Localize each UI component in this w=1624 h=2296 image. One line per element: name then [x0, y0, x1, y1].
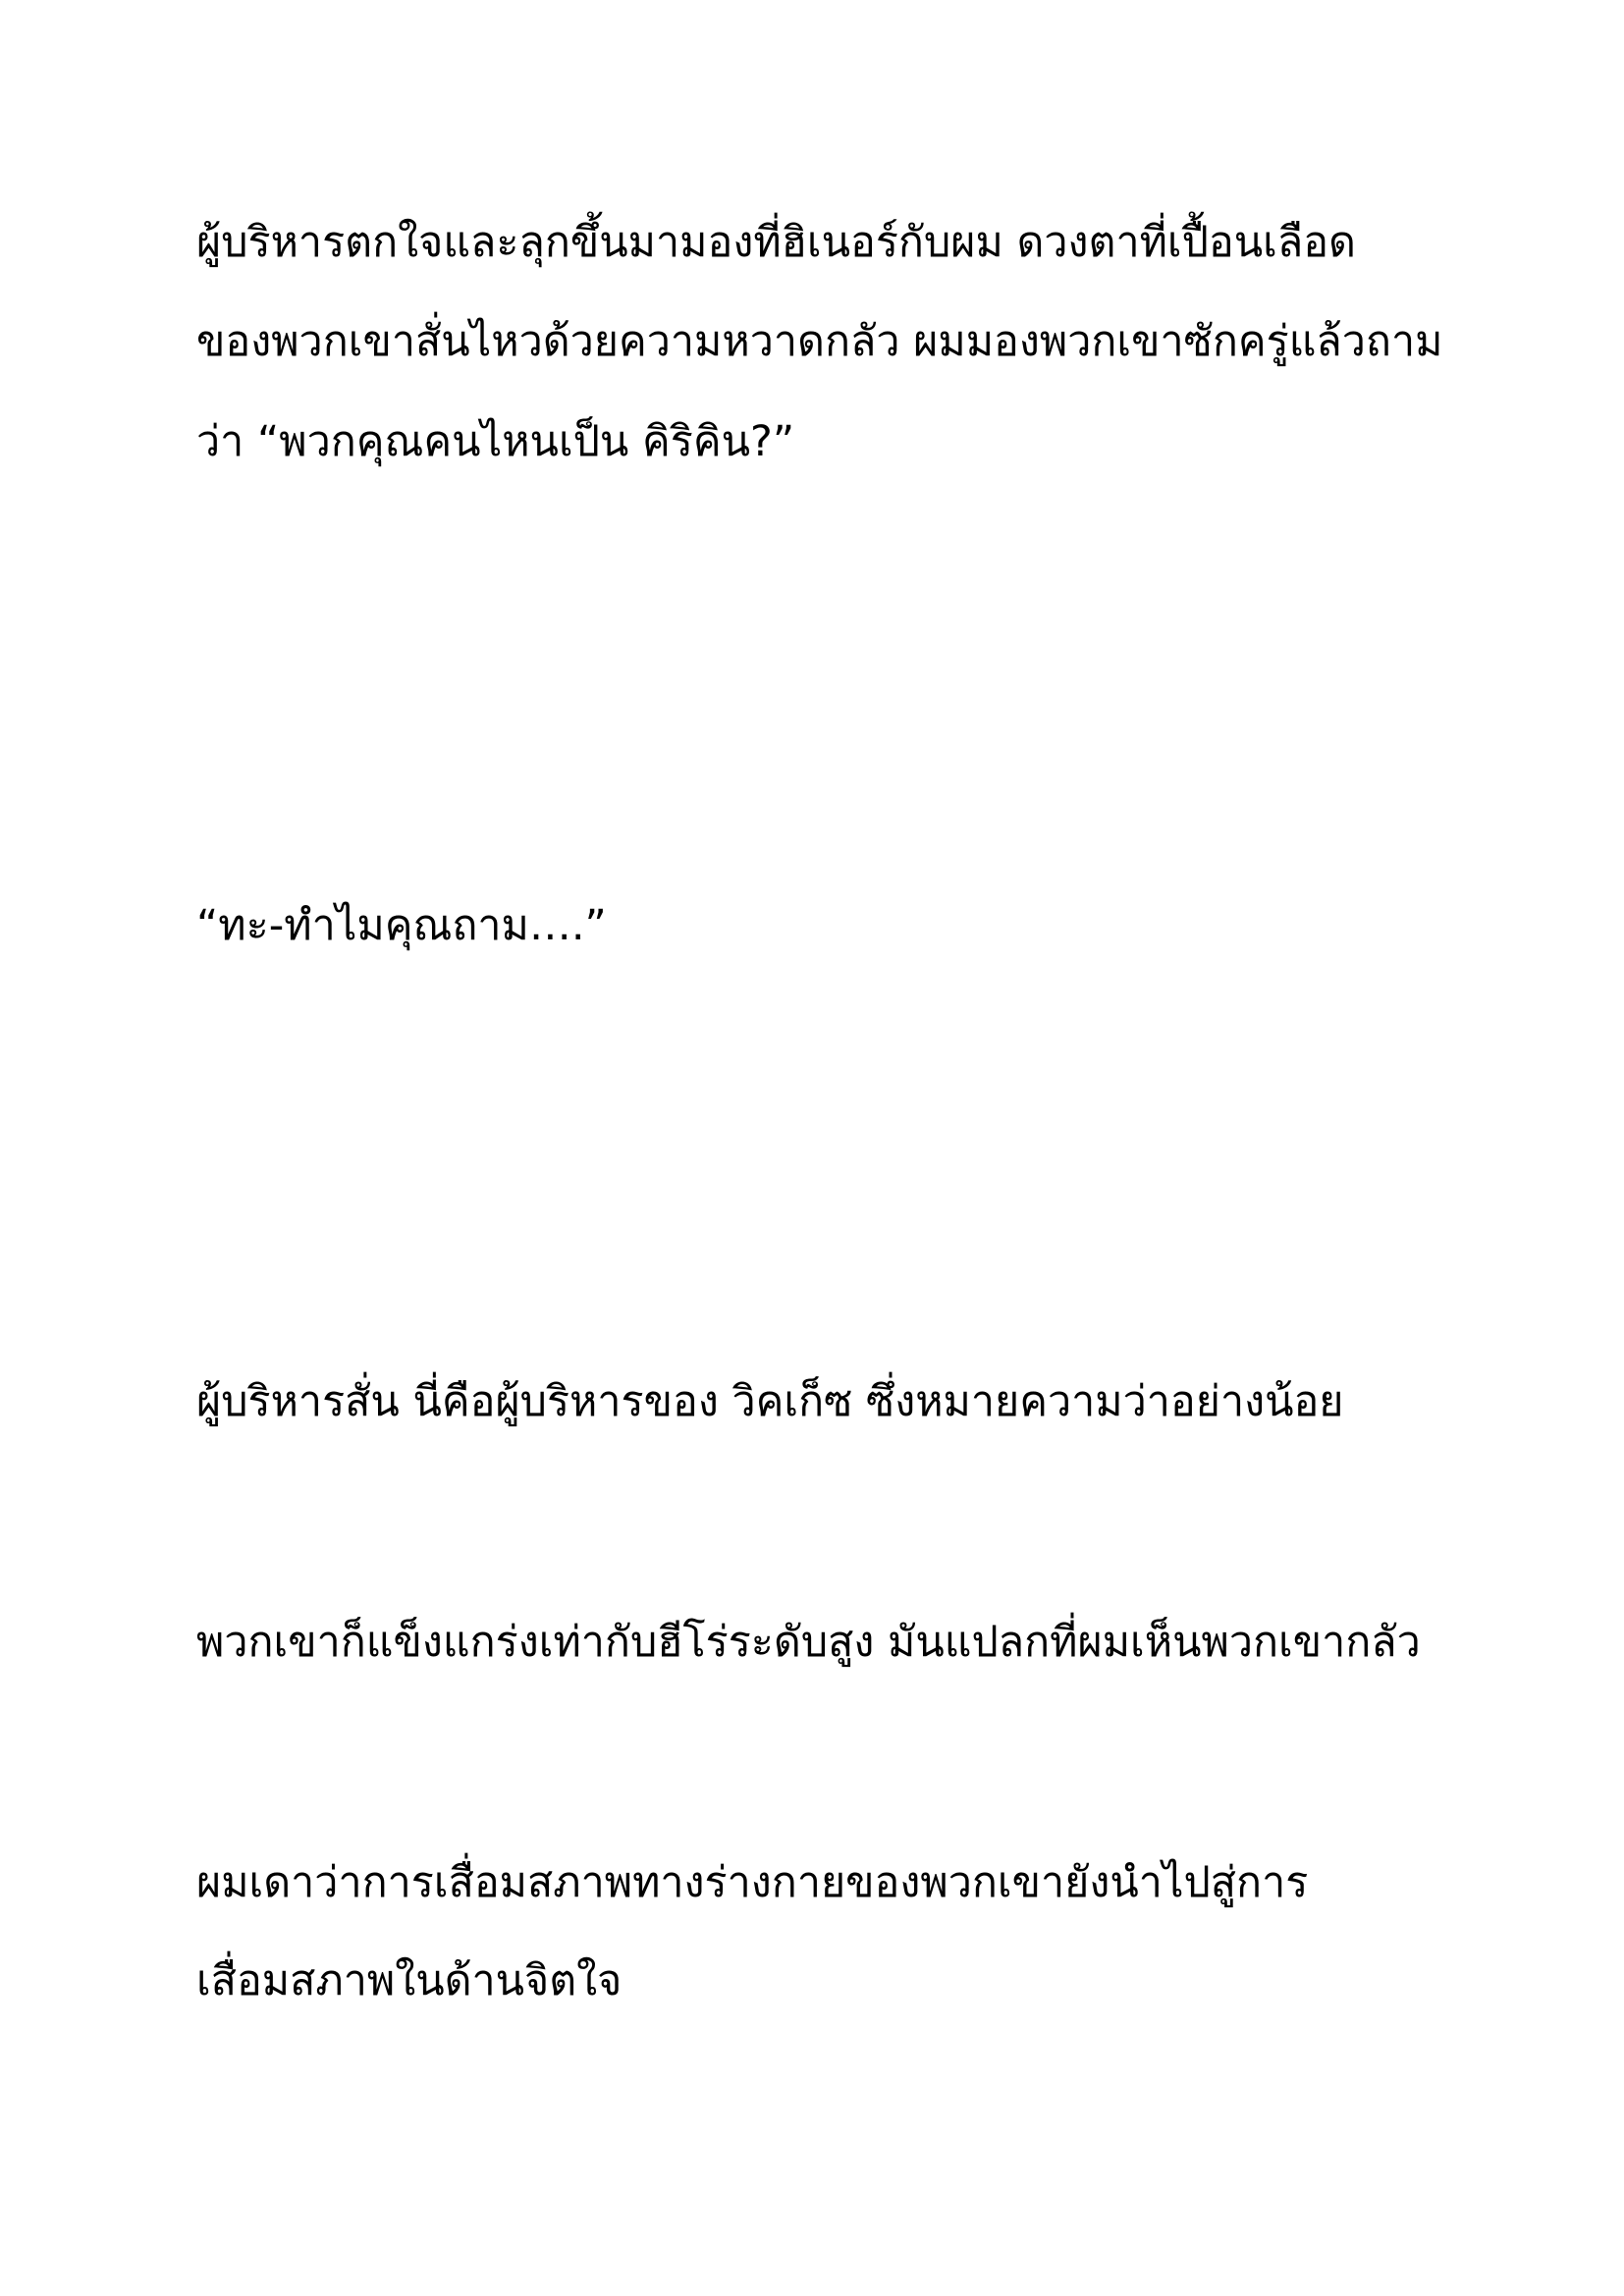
text-line: “ทะ-ทำไมคุณถาม….” — [196, 901, 607, 950]
text-line: ผู้บริหารสั่น นี่คือผู้บริหารของ วิคเก็ซ ซึ่งหมายความว่าอย่างน้อย — [196, 1377, 1344, 1426]
text-line: ของพวกเขาสั่นไหวด้วยความหวาดกลัว ผมมองพวกเขาซักครู่แล้วถาม — [196, 317, 1443, 366]
text-line: ว่า “พวกคุณคนไหนเป็น คิริคิน?” — [196, 417, 795, 466]
text-line: พวกเขาก็แข็งแกร่งเท่ากับฮีโร่ระดับสูง มันแปลกที่ผมเห็นพวกเขากลัว — [196, 1618, 1421, 1667]
text-line: ผมเดาว่าการเสื่อมสภาพทางร่างกายของพวกเขายังนำไปสู่การ — [196, 1858, 1309, 1907]
text-line: ผู้บริหารตกใจและลุกขึ้นมามองที่ฮิเนอร์กับผม ดวงตาที่เปื้อนเลือด — [196, 218, 1356, 267]
text-line: เสื่อมสภาพในด้านจิตใจ — [196, 1956, 623, 2005]
